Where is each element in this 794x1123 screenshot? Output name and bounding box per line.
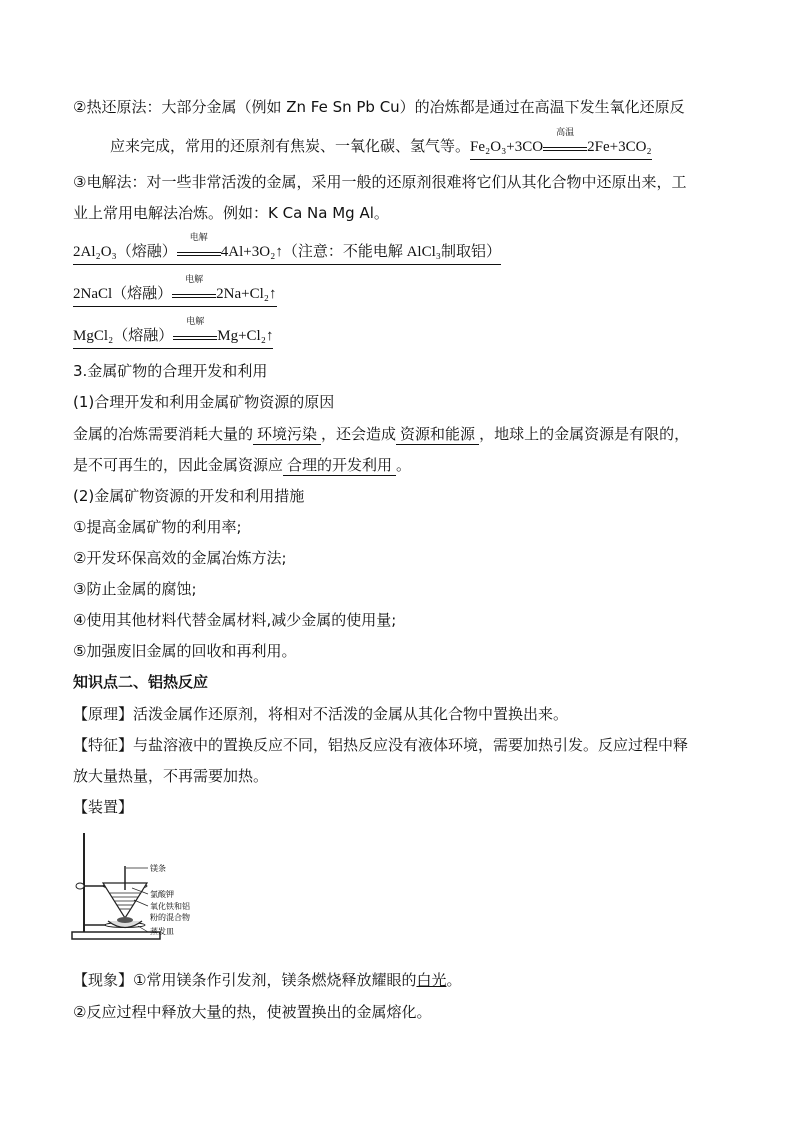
text: ，还会造成 — [321, 425, 397, 443]
equation-condition: 电解 — [186, 316, 205, 326]
measure-item: ③防止金属的腐蚀; — [73, 580, 197, 598]
section3-sub1: (1)合理开发和利用金属矿物资源的原因 — [73, 393, 335, 411]
equation-left: 2Al₂O₃（熔融） — [73, 244, 177, 260]
equation-right: 2Fe+3CO₂ — [587, 139, 652, 155]
equation-right: Mg+Cl₂↑ — [217, 328, 274, 344]
thermite-apparatus-figure — [70, 828, 210, 946]
feature-line2: 放大量热量，不再需要加热。 — [73, 767, 269, 785]
hot-reduction-equation — [470, 127, 652, 160]
answer-blank: 资源和能源 — [396, 424, 479, 445]
equation-condition: 电解 — [185, 274, 204, 284]
label-mixture-1: 氧化铁和铝 — [150, 902, 190, 911]
section3-sub2: (2)金属矿物资源的开发和利用措施 — [73, 487, 305, 505]
hot-reduction-text: 应来完成，常用的还原剂有焦炭、一氧化碳、氢气等。 — [110, 137, 471, 155]
equation-condition: 电解 — [189, 232, 208, 242]
label-mixture-2: 粉的混合物 — [150, 913, 190, 922]
text: ，地球上的金属资源是有限的， — [479, 425, 690, 443]
text: 。 — [396, 456, 412, 474]
electrolysis-equation-2 — [73, 274, 277, 307]
electrolysis-line1: ③电解法：对一些非常活泼的金属，采用一般的还原剂很难将它们从其化合物中还原出来，工 — [73, 173, 687, 191]
label-kclo3: 氯酸钾 — [150, 890, 174, 899]
text: 金属的冶炼需要消耗大量的 — [73, 425, 254, 443]
condition-arrow — [173, 316, 217, 346]
label-dish: 蒸发皿 — [150, 927, 174, 936]
text: 是不可再生的，因此金属资源应 — [73, 456, 284, 474]
underlined-answer: 白光 — [416, 971, 447, 989]
equation-left: MgCl₂（熔融） — [73, 328, 174, 344]
hot-reduction-line1: ②热还原法：大部分金属（例如 Zn Fe Sn Pb Cu）的冶炼都是通过在高温下发生氧化还原反 — [73, 98, 685, 116]
equation-left: 2NaCl（熔融） — [73, 286, 173, 302]
label-mg-strip: 镁条 — [150, 864, 166, 873]
hot-reduction-line2 — [110, 127, 652, 160]
condition-arrow — [177, 232, 221, 262]
principle-text: 【原理】活泼金属作还原剂，将相对不活泼的金属从其化合物中置换出来。 — [73, 705, 569, 723]
feature-line1: 【特征】与盐溶液中的置换反应不同，铝热反应没有液体环境，需要加热引发。反应过程中释 — [73, 736, 689, 754]
equation-condition: 高温 — [556, 127, 575, 137]
equation-right: 2Na+Cl₂↑ — [216, 286, 277, 302]
section3-para1 — [73, 424, 689, 445]
equation-right: 4Al+3O₂↑（注意：不能电解 AlCl₃制取铝） — [220, 244, 501, 260]
measure-item: ④使用其他材料代替金属材料,减少金属的使用量; — [73, 611, 397, 629]
phenomenon-line1 — [73, 970, 461, 990]
condition-arrow — [543, 127, 587, 157]
text: 【现象】①常用镁条作引发剂，镁条燃烧释放耀眼的 — [73, 971, 417, 989]
electrolysis-equation-3 — [73, 316, 274, 349]
knowledge-point-title: 知识点二、铝热反应 — [73, 673, 209, 691]
answer-blank: 合理的开发利用 — [283, 455, 396, 476]
electrolysis-equation-1 — [73, 232, 501, 265]
text: 。 — [446, 971, 462, 989]
condition-arrow — [172, 274, 216, 304]
equation-left: Fe₂O₃+3CO — [470, 139, 544, 155]
answer-blank: 环境污染 — [253, 424, 321, 445]
electrolysis-line2: 业上常用电解法冶炼。例如：K Ca Na Mg Al。 — [73, 204, 389, 222]
apparatus-label: 【装置】 — [73, 798, 134, 816]
section3-heading: 3.金属矿物的合理开发和利用 — [73, 362, 268, 380]
measure-item: ①提高金属矿物的利用率; — [73, 518, 242, 536]
phenomenon-line2: ②反应过程中释放大量的热，使被置换出的金属熔化。 — [73, 1003, 432, 1021]
measure-item: ⑤加强废旧金属的回收和再利用。 — [73, 642, 297, 660]
section3-para2 — [73, 455, 411, 476]
measure-item: ②开发环保高效的金属冶炼方法; — [73, 549, 287, 567]
